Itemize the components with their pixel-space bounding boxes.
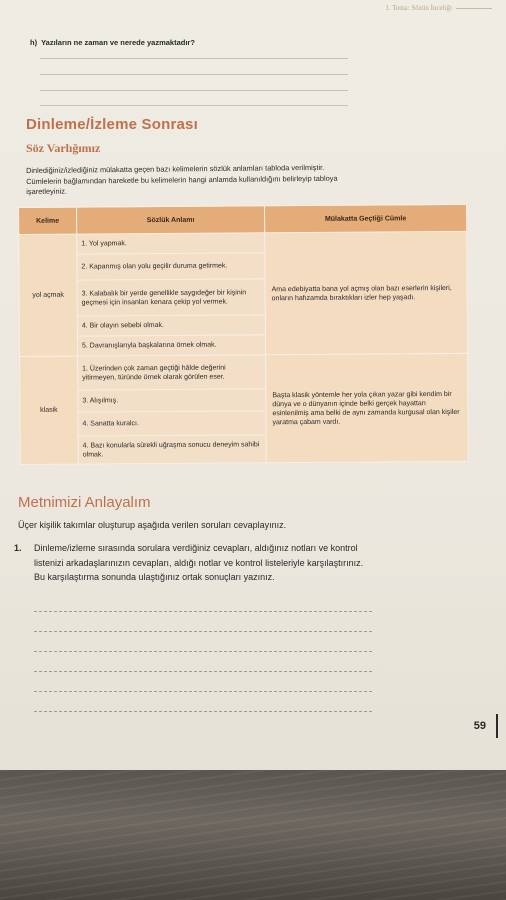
question-1-number: 1. [14,543,22,553]
answer-line [40,74,348,75]
section-title-after-listening: Dinleme/İzleme Sonrası [26,116,198,133]
answer-line [40,90,348,91]
answer-line [40,58,348,59]
answer-line [34,691,372,692]
meaning-option[interactable]: 4. Bazı konularla sürekli uğraşma sonucu deneyim sahibi olmak. [78,435,266,464]
sentence-cell: Başta klasik yöntemle her yola çıkan yazar gibi kendim bir dünya ve o dünyanın içinde belki gerçek hayattan esinlenilmiş ama belki de aynı zamanda kurgusal olan kişiler yaratma çabam vardı. [266,353,469,462]
answer-line [34,671,372,672]
question-h-text: Yazıların ne zaman ve nerede yazmaktadır? [41,38,195,47]
meaning-option[interactable]: 3. Kalabalık bir yerde genellikle saygıdeğer bir kişinin geçmesi için insanları kenara çekip yol vermek. [77,279,265,316]
answer-line [34,631,372,632]
meaning-option[interactable]: 3. Alışılmış. [78,389,266,412]
page-edge-bar [496,714,498,738]
section-subtitle-vocabulary: Söz Varlığımız [26,141,101,155]
meaning-option[interactable]: 5. Davranışlarıyla başkalarına örnek olmak. [77,335,265,356]
table-header-row [19,204,467,234]
section-title-understanding: Metnimizi Anlayalım [18,494,151,511]
answer-line [40,105,348,106]
header-word: Kelime [19,207,77,234]
question-1-text: Dinleme/izleme sırasında sorulara verdiğiniz cevapları, aldığınız notları ve kontrol listenizi arkadaşlarınızın cevapları, aldığı notlar ve kontrol listeleriyle karşılaştırınız. Bu karşılaştırma sonunda ulaştığınız ortak sonuçları yazınız. [34,543,364,582]
meaning-option[interactable]: 4. Sanatta kuralcı. [78,411,266,436]
page-number: 59 [473,720,486,732]
header-sentence: Mülakatta Geçtiği Cümle [264,204,466,232]
sentence-cell: Ama edebiyatta bana yol açmış olan bazı eserlerin kişileri, onların hafızamda bıraktıkları izler hep yaşadı. [265,231,468,354]
answer-line [34,711,372,712]
instructions-paragraph: Dinlediğiniz/izlediğiniz mülakatta geçen bazı kelimelerin sözlük anlamları tabloda verilmiştir. Cümlelerin bağlamından hareketle bu kelimelerin hangi anlamda kullanıldığını belirleyip tabloya işaretleyiniz. [26,162,338,196]
answer-line [34,611,372,612]
theme-header: 1. Tema: Sözün İnceliği [385,4,492,12]
task-instructions: Üçer kişilik takımlar oluşturup aşağıda verilen soruları cevaplayınız. [18,520,287,530]
meaning-option[interactable]: 1. Yol yapmak. [77,233,265,254]
wooden-floor-background [0,770,506,900]
table-row [19,231,467,254]
answer-line [34,651,372,652]
question-h-letter: h) [30,38,38,47]
question-h [30,38,199,47]
table-row [20,353,468,390]
header-dictionary-meaning: Sözlük Anlamı [77,206,265,234]
meaning-option[interactable]: 1. Üzerinden çok zaman geçtiği hâlde değerini yitirmeyen, türünde örnek olarak görülen eser. [78,355,266,390]
word-cell: yol açmak [19,234,78,356]
word-cell: klasik [20,356,79,464]
meaning-option[interactable]: 2. Kapanmış olan yolu geçilir duruma getirmek. [77,253,265,280]
vocabulary-table [18,204,469,465]
question-1 [14,541,374,585]
meaning-option[interactable]: 4. Bir olayın sebebi olmak. [77,315,265,336]
